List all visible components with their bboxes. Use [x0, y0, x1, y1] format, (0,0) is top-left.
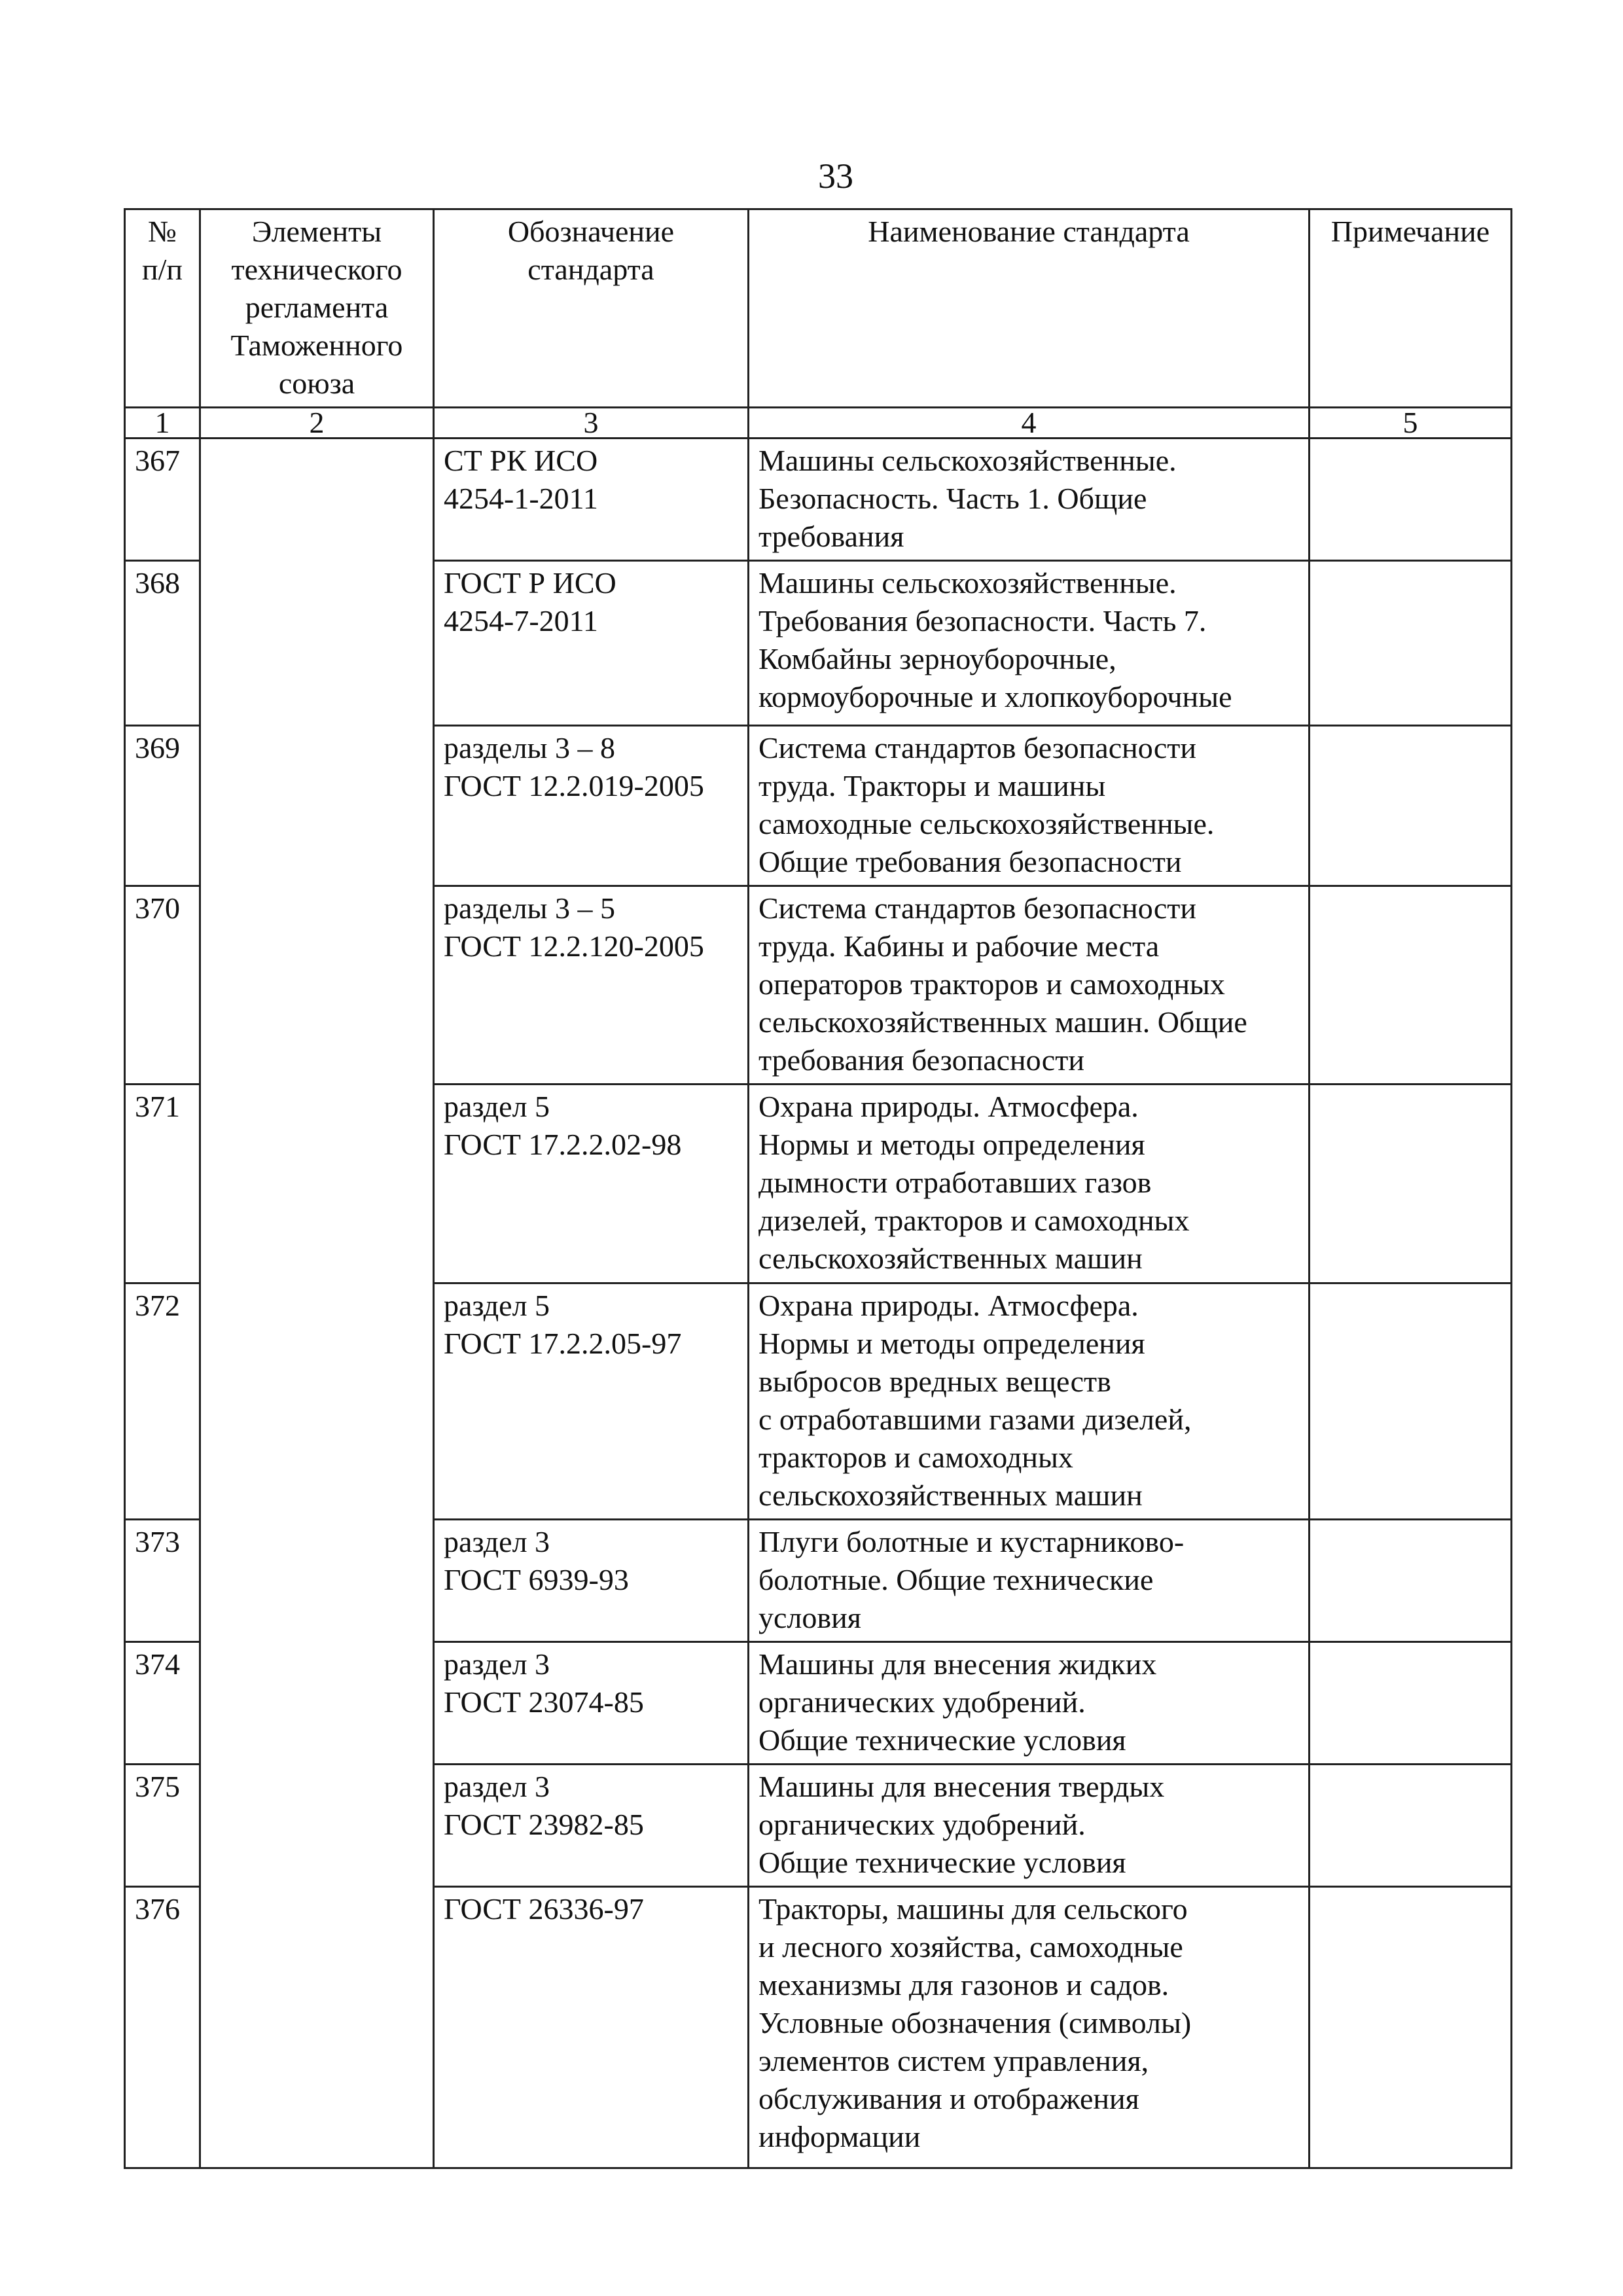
standard-name-line: Нормы и методы определения — [758, 1327, 1145, 1360]
standard-name-line: Безопасность. Часть 1. Общие — [758, 482, 1147, 515]
standard-designation — [434, 439, 749, 561]
standard-designation — [434, 561, 749, 726]
standard-designation — [434, 1887, 749, 2168]
header-designation: Обозначение стандарта — [434, 209, 749, 408]
standard-designation-line: раздел 5 — [444, 1090, 550, 1123]
standard-name-line: Общие технические условия — [758, 1846, 1126, 1879]
note — [1310, 1765, 1512, 1887]
standard-designation-line: ГОСТ 23982-85 — [444, 1808, 644, 1841]
standard-name-line: самоходные сельскохозяйственные. — [758, 807, 1215, 840]
standard-name-line: Тракторы, машины для сельского — [758, 1892, 1188, 1926]
row-number: 371 — [125, 1085, 200, 1283]
standard-name-line: дымности отработавших газов — [758, 1166, 1152, 1199]
standard-name-line: и лесного хозяйства, самоходные — [758, 1930, 1183, 1964]
standard-name-line: Система стандартов безопасности — [758, 891, 1197, 925]
column-number: 2 — [200, 408, 434, 439]
header-elements: Элементы технического регламента Таможенного союза — [200, 209, 434, 408]
row-number: 374 — [125, 1642, 200, 1765]
standard-name-line: механизмы для газонов и садов. — [758, 1968, 1169, 2001]
table-body — [125, 439, 1512, 2168]
standard-designation — [434, 726, 749, 886]
standard-name-line: операторов тракторов и самоходных — [758, 967, 1225, 1001]
row-number: 369 — [125, 726, 200, 886]
note — [1310, 1642, 1512, 1765]
note — [1310, 886, 1512, 1085]
standard-name-line: требования — [758, 520, 904, 553]
standard-name-line: информации — [758, 2120, 921, 2153]
standard-name — [749, 1283, 1310, 1520]
standard-designation-line: разделы 3 – 8 — [444, 731, 615, 764]
table-row — [125, 439, 1512, 561]
standard-name — [749, 1765, 1310, 1887]
standard-designation-line: ГОСТ 26336-97 — [444, 1892, 644, 1926]
standard-designation-line: ГОСТ 12.2.120-2005 — [444, 929, 704, 963]
standard-designation-line: ГОСТ Р ИСО — [444, 566, 616, 600]
column-number: 1 — [125, 408, 200, 439]
standard-designation-line: ГОСТ 23074-85 — [444, 1685, 644, 1719]
row-number: 372 — [125, 1283, 200, 1520]
standard-designation-line: ГОСТ 17.2.2.05-97 — [444, 1327, 682, 1360]
row-number: 376 — [125, 1887, 200, 2168]
note — [1310, 439, 1512, 561]
header-name: Наименование стандарта — [749, 209, 1310, 408]
standard-designation-line: разделы 3 – 5 — [444, 891, 615, 925]
standard-designation — [434, 1283, 749, 1520]
standard-name-line: Система стандартов безопасности — [758, 731, 1197, 764]
standard-name-line: труда. Тракторы и машины — [758, 769, 1106, 802]
standard-name-line: выбросов вредных веществ — [758, 1365, 1111, 1398]
note — [1310, 1283, 1512, 1520]
standard-name-line: условия — [758, 1601, 861, 1634]
standard-designation-line: СТ РК ИСО — [444, 444, 598, 477]
column-number: 5 — [1310, 408, 1512, 439]
header-number: № п/п — [125, 209, 200, 408]
standard-name-line: Машины для внесения твердых — [758, 1770, 1165, 1803]
standard-name-line: Условные обозначения (символы) — [758, 2006, 1192, 2039]
standard-name-line: Плуги болотные и кустарниково- — [758, 1525, 1185, 1558]
standard-designation — [434, 1642, 749, 1765]
standard-name-line: Машины сельскохозяйственные. — [758, 566, 1177, 600]
standard-name-line: Охрана природы. Атмосфера. — [758, 1289, 1139, 1322]
standard-designation — [434, 1520, 749, 1642]
column-number-row — [125, 408, 1512, 439]
standard-name-line: труда. Кабины и рабочие места — [758, 929, 1160, 963]
standard-designation-line: раздел 5 — [444, 1289, 550, 1322]
standard-designation-line: ГОСТ 12.2.019-2005 — [444, 769, 704, 802]
standard-designation — [434, 1765, 749, 1887]
standard-designation-line: раздел 3 — [444, 1525, 550, 1558]
standard-name-line: Требования безопасности. Часть 7. — [758, 604, 1207, 637]
standard-name — [749, 1520, 1310, 1642]
standard-name-line: требования безопасности — [758, 1043, 1084, 1077]
standard-name-line: Комбайны зерноуборочные, — [758, 642, 1116, 675]
header-note: Примечание — [1310, 209, 1512, 408]
standard-name-line: болотные. Общие технические — [758, 1563, 1154, 1596]
standard-designation — [434, 1085, 749, 1283]
standard-name-line: сельскохозяйственных машин — [758, 1242, 1143, 1275]
standard-designation-line: раздел 3 — [444, 1770, 550, 1803]
standard-name-line: обслуживания и отображения — [758, 2082, 1139, 2115]
note — [1310, 561, 1512, 726]
column-number: 3 — [434, 408, 749, 439]
note — [1310, 1887, 1512, 2168]
note — [1310, 726, 1512, 886]
standard-designation-line: 4254-7-2011 — [444, 604, 598, 637]
standard-name-line: органических удобрений. — [758, 1808, 1086, 1841]
standard-designation-line: ГОСТ 17.2.2.02-98 — [444, 1128, 682, 1161]
standard-name — [749, 1887, 1310, 2168]
standard-name-line: с отработавшими газами дизелей, — [758, 1403, 1192, 1436]
standard-name — [749, 1085, 1310, 1283]
standard-name-line: Машины для внесения жидких — [758, 1647, 1157, 1681]
standard-name-line: Общие требования безопасности — [758, 845, 1182, 878]
standard-name — [749, 561, 1310, 726]
standard-name-line: Охрана природы. Атмосфера. — [758, 1090, 1139, 1123]
standard-designation-line: ГОСТ 6939-93 — [444, 1563, 629, 1596]
note — [1310, 1520, 1512, 1642]
standard-name-line: Общие технические условия — [758, 1723, 1126, 1757]
standard-designation — [434, 886, 749, 1085]
standard-name-line: Машины сельскохозяйственные. — [758, 444, 1177, 477]
row-number: 370 — [125, 886, 200, 1085]
standard-name — [749, 886, 1310, 1085]
row-number: 367 — [125, 439, 200, 561]
technical-regulation-elements — [200, 439, 434, 2168]
table-header-row — [125, 209, 1512, 408]
standard-designation-line: раздел 3 — [444, 1647, 550, 1681]
standard-name-line: кормоуборочные и хлопкоуборочные — [758, 680, 1232, 713]
row-number: 373 — [125, 1520, 200, 1642]
row-number: 368 — [125, 561, 200, 726]
page-number: 33 — [818, 156, 853, 196]
standard-name-line: элементов систем управления, — [758, 2044, 1149, 2077]
standard-name — [749, 726, 1310, 886]
standard-name — [749, 439, 1310, 561]
standard-designation-line: 4254-1-2011 — [444, 482, 598, 515]
standard-name-line: дизелей, тракторов и самоходных — [758, 1204, 1190, 1237]
standard-name-line: Нормы и методы определения — [758, 1128, 1145, 1161]
standard-name — [749, 1642, 1310, 1765]
row-number: 375 — [125, 1765, 200, 1887]
column-number: 4 — [749, 408, 1310, 439]
standard-name-line: сельскохозяйственных машин — [758, 1479, 1143, 1512]
standard-name-line: тракторов и самоходных — [758, 1441, 1073, 1474]
note — [1310, 1085, 1512, 1283]
standards-table — [124, 208, 1512, 2169]
standard-name-line: органических удобрений. — [758, 1685, 1086, 1719]
standard-name-line: сельскохозяйственных машин. Общие — [758, 1005, 1247, 1039]
